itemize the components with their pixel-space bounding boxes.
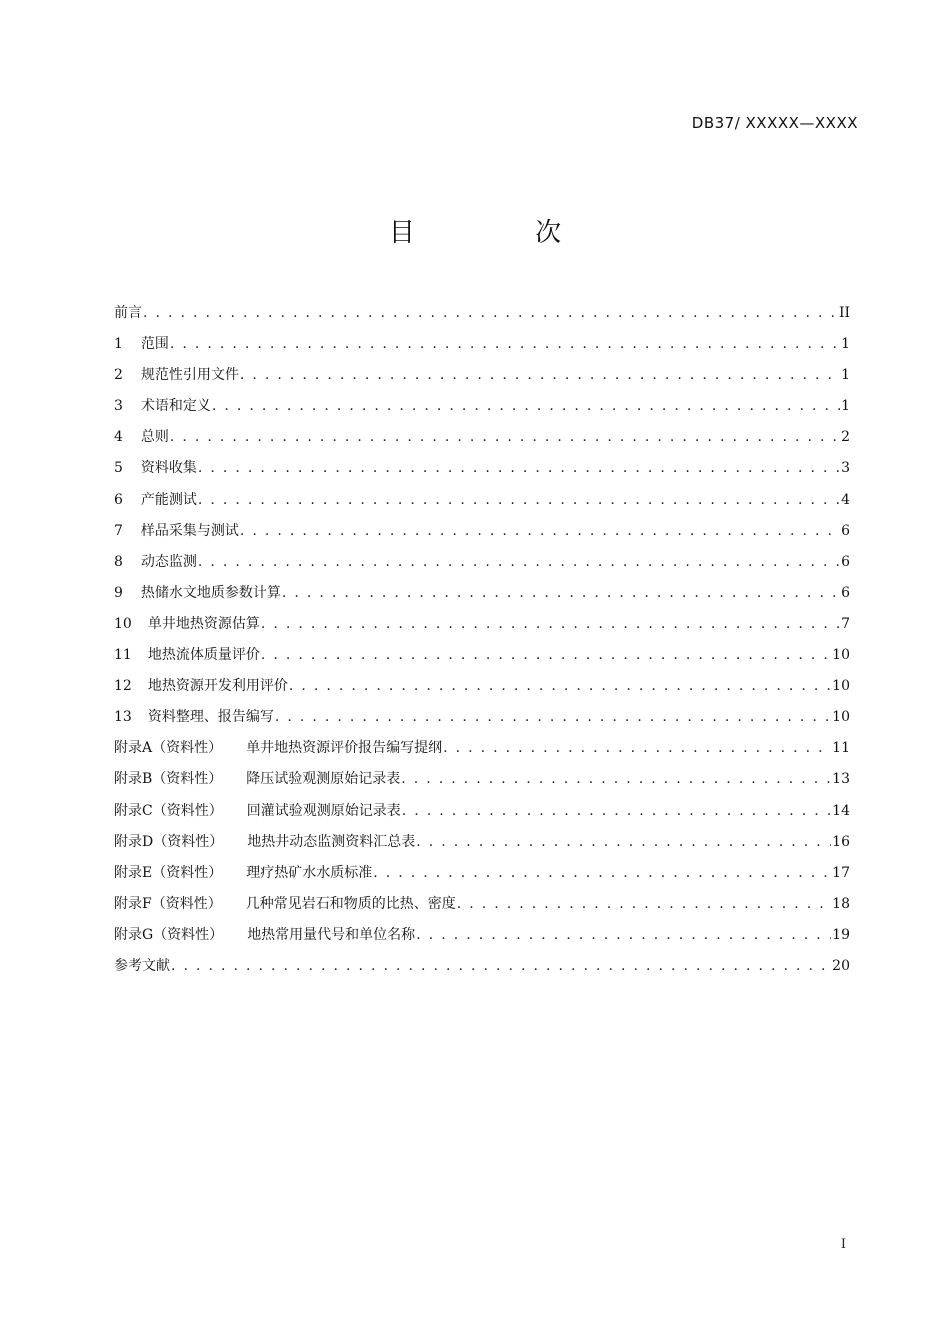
- toc-entry-number: 附录C（资料性）: [114, 802, 223, 819]
- toc-entry-label: 地热资源开发利用评价: [147, 678, 288, 695]
- toc-entry-page: 17: [832, 864, 850, 881]
- toc-entry-number: 4: [114, 429, 123, 446]
- toc-entry-number: 13: [114, 709, 132, 726]
- toc-entry[interactable]: [114, 487, 850, 518]
- toc-entry[interactable]: [114, 860, 850, 891]
- toc-entry-page: 4: [841, 491, 850, 508]
- toc-entry-page: 1: [841, 398, 850, 415]
- document-code: DB37/ XXXXX—XXXX: [691, 114, 858, 132]
- toc-entry[interactable]: [114, 611, 850, 642]
- dot-leader: [401, 766, 831, 792]
- toc-entry-label: 资料收集: [140, 460, 197, 477]
- toc-entry-number: 附录D（资料性）: [114, 833, 224, 850]
- toc-entry-page: 20: [832, 957, 850, 974]
- dot-leader: [457, 891, 831, 917]
- toc-entry-page: 2: [841, 429, 850, 446]
- toc-entry-page: 16: [832, 833, 850, 850]
- toc-entry-label: 单井地热资源评价报告编写提纲: [246, 740, 443, 757]
- toc-entry[interactable]: [114, 735, 850, 766]
- toc-entry-label: 术语和定义: [140, 398, 211, 415]
- toc-entry[interactable]: [114, 953, 850, 984]
- toc-entry[interactable]: [114, 331, 850, 362]
- toc-entry[interactable]: [114, 580, 850, 611]
- toc-entry[interactable]: [114, 829, 850, 860]
- toc-entry[interactable]: [114, 362, 850, 393]
- toc-entry-number: 9: [114, 584, 123, 601]
- toc-entry[interactable]: [114, 424, 850, 455]
- toc-entry[interactable]: [114, 549, 850, 580]
- toc-entry-number: 11: [114, 647, 132, 664]
- toc-entry-page: 10: [832, 647, 850, 664]
- toc-entry[interactable]: [114, 766, 850, 797]
- toc-entry-page: 7: [841, 615, 850, 632]
- toc-entry-number: 附录G（资料性）: [114, 926, 224, 943]
- toc-entry-page: 1: [841, 367, 850, 384]
- toc-entry-label: 地热常用量代号和单位名称: [247, 926, 416, 943]
- dot-leader: [198, 487, 840, 513]
- toc-entry[interactable]: [114, 393, 850, 424]
- toc-entry-page: 3: [841, 460, 850, 477]
- dot-leader: [416, 829, 831, 855]
- toc-entry-label: 几种常见岩石和物质的比热、密度: [245, 895, 456, 912]
- toc-entry-label: 动态监测: [140, 553, 197, 570]
- toc-entry-page: 10: [832, 709, 850, 726]
- toc-entry[interactable]: [114, 922, 850, 953]
- toc-entry-label: 产能测试: [140, 491, 197, 508]
- toc-entry-page: 14: [832, 802, 850, 819]
- dot-leader: [443, 735, 831, 761]
- toc-entry-label: 回灌试验观测原始记录表: [246, 802, 401, 819]
- toc-entry-label: 地热井动态监测资料汇总表: [247, 833, 416, 850]
- dot-leader: [289, 673, 831, 699]
- toc-entry[interactable]: [114, 673, 850, 704]
- toc-entry-label: 范围: [140, 336, 169, 353]
- page-number: I: [840, 1237, 846, 1252]
- toc-entry-number: 3: [114, 398, 123, 415]
- toc-entry-number: 7: [114, 522, 123, 539]
- toc-entry[interactable]: [114, 455, 850, 486]
- dot-leader: [373, 860, 831, 886]
- toc-entry[interactable]: [114, 642, 850, 673]
- toc-entry-label: 样品采集与测试: [140, 522, 239, 539]
- toc-entry-label: 单井地热资源估算: [147, 615, 260, 632]
- toc-entry-label: 降压试验观测原始记录表: [246, 771, 401, 788]
- toc-entry-page: 18: [832, 895, 850, 912]
- toc-entry-page: 13: [832, 771, 850, 788]
- toc-entry-number: 附录A（资料性）: [114, 740, 223, 757]
- toc-entry-number: 2: [114, 367, 123, 384]
- toc-entry-label: 前言: [114, 305, 142, 321]
- dot-leader: [171, 953, 831, 979]
- toc-entry-page: 6: [841, 584, 850, 601]
- toc-entry-number: 6: [114, 491, 123, 508]
- toc-entry-label: 热储水文地质参数计算: [140, 584, 281, 601]
- toc-entry[interactable]: [114, 300, 850, 331]
- table-of-contents: [114, 300, 850, 984]
- dot-leader: [402, 798, 831, 824]
- toc-entry-label: 地热流体质量评价: [147, 647, 260, 664]
- toc-entry-page: 11: [832, 740, 850, 757]
- dot-leader: [198, 549, 840, 575]
- toc-entry-number: 附录E（资料性）: [114, 864, 223, 881]
- toc-entry-page: II: [838, 305, 850, 321]
- toc-entry-number: 1: [114, 336, 123, 353]
- dot-leader: [416, 922, 831, 948]
- toc-entry-number: 5: [114, 460, 123, 477]
- toc-entry-label: 理疗热矿水水质标准: [246, 864, 373, 881]
- toc-entry-page: 10: [832, 678, 850, 695]
- toc-entry-number: 附录F（资料性）: [114, 895, 222, 912]
- dot-leader: [282, 580, 840, 606]
- dot-leader: [261, 611, 840, 637]
- dot-leader: [170, 424, 840, 450]
- toc-entry[interactable]: [114, 518, 850, 549]
- toc-entry[interactable]: [114, 798, 850, 829]
- toc-entry-number: 12: [114, 678, 132, 695]
- toc-entry-label: 资料整理、报告编写: [147, 709, 274, 726]
- dot-leader: [240, 362, 840, 388]
- dot-leader: [143, 300, 838, 326]
- page-title: 目 次: [388, 218, 618, 248]
- toc-entry-page: 6: [841, 522, 850, 539]
- toc-entry-label: 规范性引用文件: [140, 367, 239, 384]
- dot-leader: [170, 331, 840, 357]
- toc-entry-page: 6: [841, 553, 850, 570]
- toc-entry-label: 参考文献: [114, 957, 170, 974]
- toc-entry-page: 1: [841, 336, 850, 353]
- dot-leader: [198, 455, 840, 481]
- dot-leader: [240, 518, 840, 544]
- dot-leader: [275, 704, 831, 730]
- dot-leader: [261, 642, 831, 668]
- toc-entry-page: 19: [832, 926, 850, 943]
- toc-entry-label: 总则: [140, 429, 169, 446]
- toc-entry-number: 8: [114, 553, 123, 570]
- toc-entry[interactable]: [114, 704, 850, 735]
- toc-entry[interactable]: [114, 891, 850, 922]
- toc-entry-number: 附录B（资料性）: [114, 771, 223, 788]
- toc-entry-number: 10: [114, 615, 132, 632]
- dot-leader: [212, 393, 840, 419]
